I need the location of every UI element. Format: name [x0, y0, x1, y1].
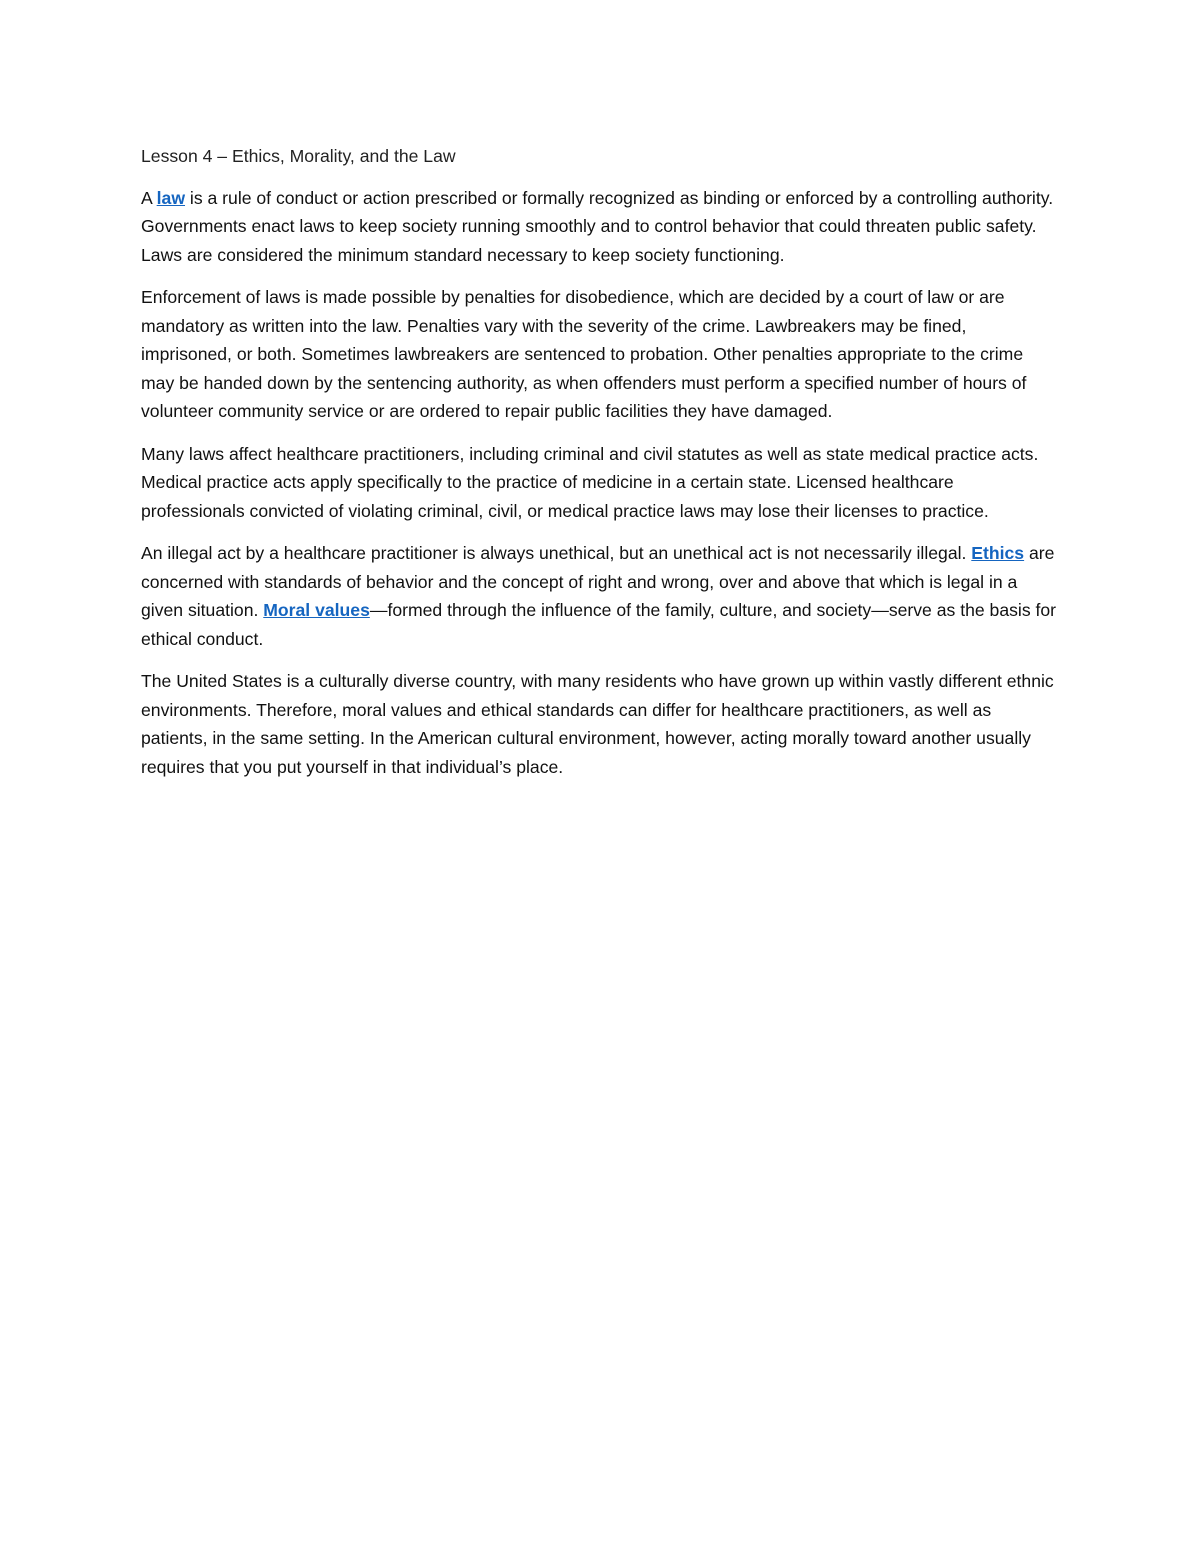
paragraph-ethics [141, 539, 1061, 653]
paragraph-text: A [141, 187, 157, 208]
paragraph-cultural-diversity: The United States is a culturally diverse country, with many residents who have grown up within vastly different ethnic environments. Therefore, moral values and ethical standards can differ for healthcare practitioners, as well as patients, in the same setting. In the American cultural environment, however, acting morally toward another usually requires that you put yourself in that individual’s place. [141, 671, 1054, 777]
paragraph-healthcare-laws: Many laws affect healthcare practitioners, including criminal and civil statutes as well as state medical practice acts. Medical practice acts apply specifically to the practice of medicine in a certain state. Licensed healthcare professionals convicted of violating criminal, civil, or medical practice laws may lose their licenses to practice. [141, 443, 1039, 521]
paragraph-enforcement: Enforcement of laws is made possible by penalties for disobedience, which are decided by a court of law or are mandatory as written into the law. Penalties vary with the severity of the crime. Lawbreakers may be fined, imprisoned, or both. Sometimes lawbreakers are sentenced to probation. Other penalties appropriate to the crime may be handed down by the sentencing authority, as when offenders must perform a specified number of hours of volunteer community service or are ordered to repair public facilities they have damaged. [141, 287, 1027, 421]
law-link[interactable]: law [156, 187, 186, 208]
lesson-title: Lesson 4 – Ethics, Morality, and the Law [141, 146, 456, 166]
ethics-link[interactable]: Ethics [971, 543, 1025, 563]
paragraph-text: —formed through the influence of the family, culture, and society—serve as the basis for ethical conduct. [141, 600, 1057, 649]
paragraph-text: are concerned with standards of behavior and the concept of right and wrong, over and above that which is legal in a given situation. [141, 543, 1055, 620]
paragraph-text: is a rule of conduct or action prescribed or formally recognized as binding or enforced by a controlling authority. Governments enact laws to keep society running smoothly and to control behavior that could threaten public safety. Laws are considered the minimum standard necessary to keep society functioning. [141, 187, 1054, 265]
paragraph-text: An illegal act by a healthcare practitioner is always unethical, but an unethical act is not necessarily illegal. [141, 543, 972, 563]
paragraph-law-definition [141, 184, 1061, 270]
document-body [141, 142, 1061, 795]
moral-values-link[interactable]: Moral values [263, 600, 370, 620]
